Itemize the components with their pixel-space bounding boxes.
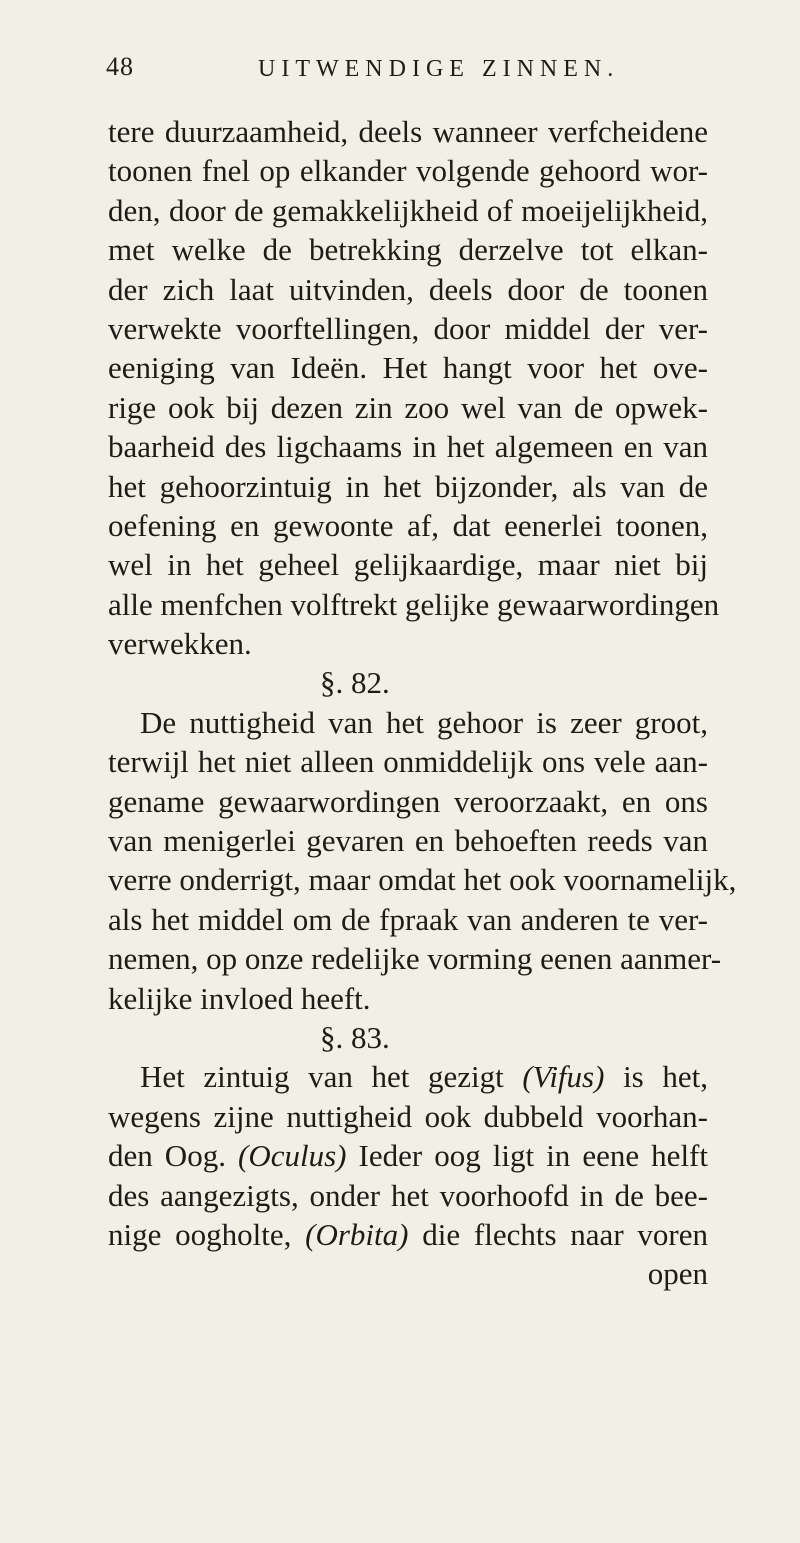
text-run: den Oog. — [108, 1138, 238, 1174]
text-run: Ieder oog ligt in eene helft — [346, 1138, 708, 1174]
paragraph-82-line: terwijl het niet alleen onmiddelijk ons vele aan- — [108, 744, 708, 780]
text-line: wel in het geheel gelijkaardige, maar niet bij — [108, 547, 708, 583]
running-head: UITWENDIGE ZINNEN. — [258, 56, 620, 82]
paragraph-82-line: verre onderrigt, maar omdat het ook voornamelijk, — [108, 862, 737, 898]
text-line: alle menfchen volftrekt gelijke gewaarwordingen — [108, 586, 720, 622]
text-line: rige ook bij dezen zin zoo wel van de opwek- — [108, 389, 708, 425]
section-heading-82: §. 82. — [320, 665, 390, 701]
paragraph-82-line: van menigerlei gevaren en behoeften reeds van — [108, 823, 708, 859]
text-line: verwekte voorftellingen, door middel der ver- — [108, 310, 708, 346]
body-text — [108, 112, 737, 1294]
text-run: die flechts naar voren — [408, 1216, 708, 1252]
text-line: toonen fnel op elkander volgende gehoord wor- — [108, 153, 708, 189]
paragraph-83-line: wegens zijne nuttigheid ook dubbeld voorhan- — [108, 1098, 708, 1134]
text-line: tere duurzaamheid, deels wanneer verfcheidene — [108, 114, 708, 149]
paragraph-82-line: gename gewaarwordingen veroorzaakt, en ons — [108, 783, 708, 819]
paragraph-83-line: des aangezigts, onder het voorhoofd in de bee- — [108, 1177, 708, 1213]
page-number: 48 — [106, 52, 134, 81]
text-line: verwekken. — [108, 626, 252, 662]
paragraph-82-line: nemen, op onze redelijke vorming eenen aanmer- — [108, 941, 722, 977]
latin-term: (Vifus) — [522, 1059, 605, 1095]
paragraph-82-line: De nuttigheid van het gehoor is zeer groot, — [140, 704, 708, 740]
paragraph-83-line — [108, 1215, 708, 1254]
section-heading-83: §. 83. — [320, 1019, 390, 1055]
text-run: is het, — [604, 1059, 708, 1095]
latin-term: (Oculus) — [238, 1138, 347, 1174]
paragraph-82-line: kelijke invloed heeft. — [108, 980, 371, 1016]
paragraph-83-line — [108, 1057, 708, 1096]
text-line: oefening en gewoonte af, dat eenerlei toonen, — [108, 507, 708, 543]
paragraph-82-line: als het middel om de fpraak van anderen te ver- — [108, 901, 708, 937]
paragraph-83-line — [108, 1136, 708, 1175]
text-line: der zich laat uitvinden, deels door de toonen — [108, 271, 708, 307]
catchword: open — [647, 1256, 708, 1292]
text-run: nige oogholte, — [108, 1216, 306, 1252]
text-line: den, door de gemakkelijkheid of moeijelijkheid, — [108, 192, 708, 228]
text-line: eeniging van Ideën. Het hangt voor het ove- — [108, 350, 708, 386]
latin-term: (Orbita) — [305, 1216, 409, 1252]
text-run: Het zintuig van het gezigt — [140, 1059, 523, 1095]
text-line: het gehoorzintuig in het bijzonder, als van de — [108, 468, 708, 504]
text-line: baarheid des ligchaams in het algemeen en van — [108, 429, 708, 465]
text-line: met welke de betrekking derzelve tot elkan- — [108, 232, 708, 268]
